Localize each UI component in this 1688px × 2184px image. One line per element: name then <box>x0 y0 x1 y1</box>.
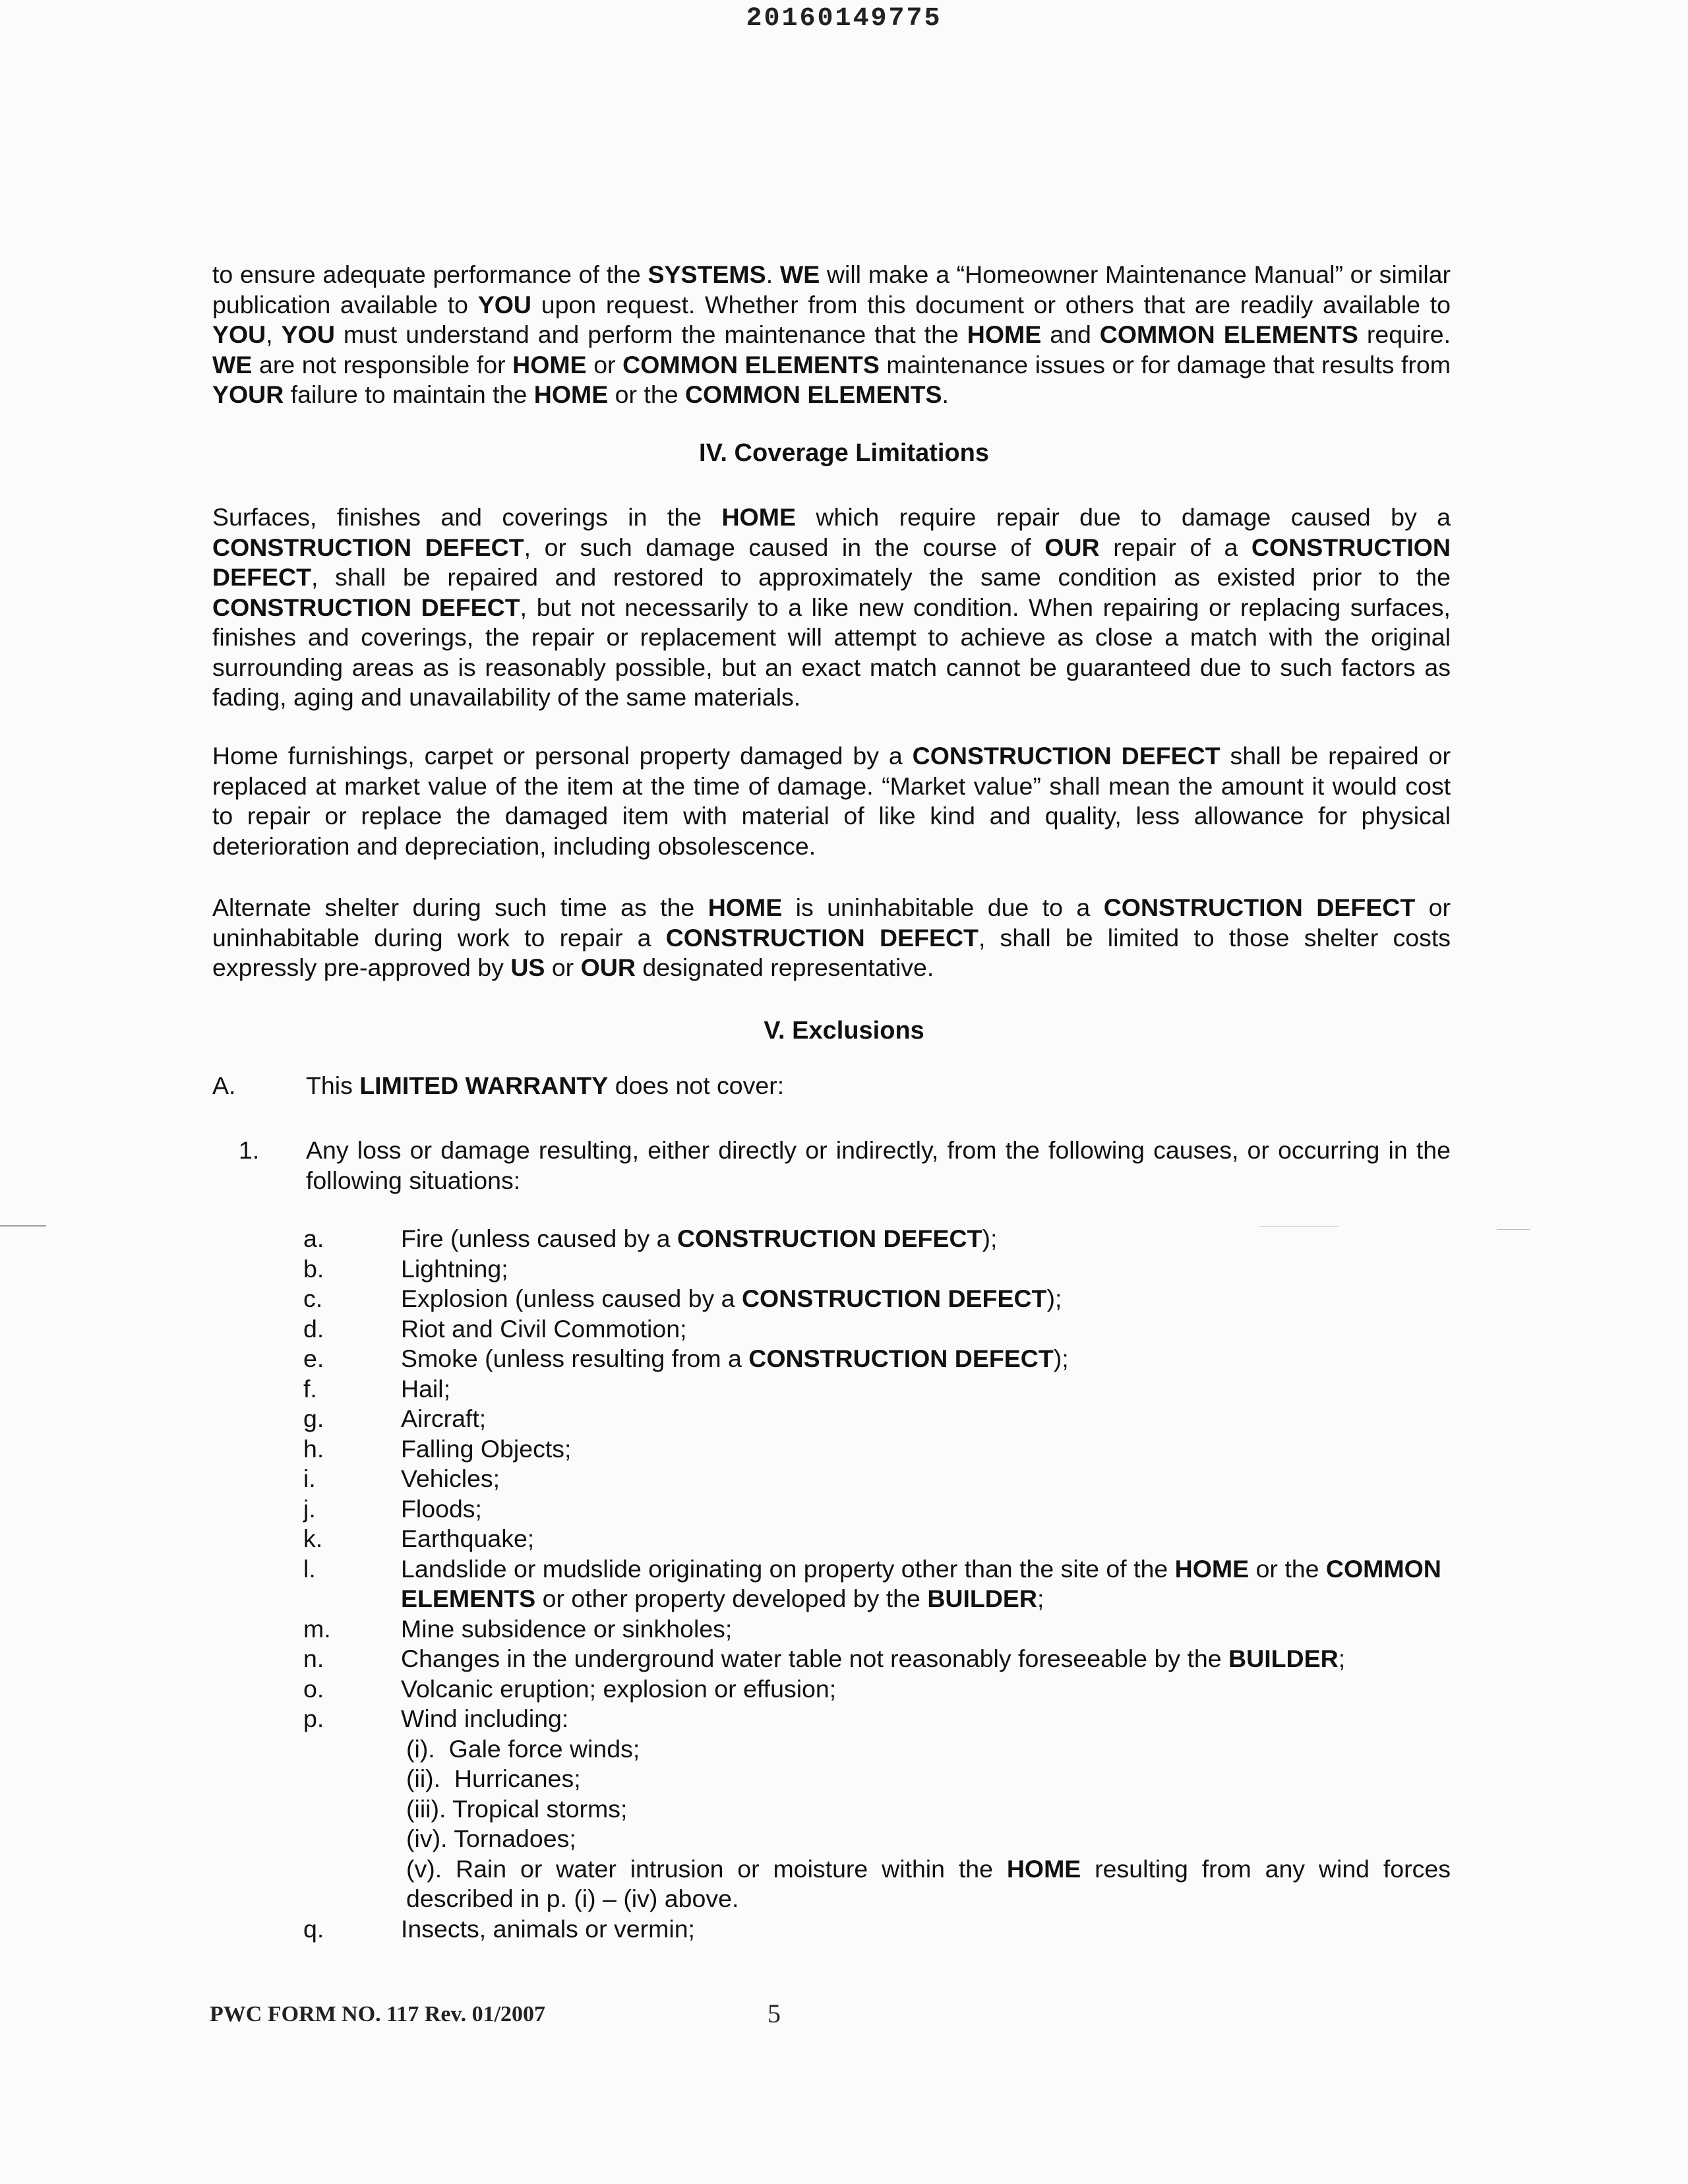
exclusion-list-label: f. <box>303 1374 317 1403</box>
bold-term: HOME <box>512 350 587 379</box>
section-iv-heading: IV. Coverage Limitations <box>699 439 989 467</box>
bold-term: COMMON ELEMENTS <box>684 380 942 408</box>
bold-term: YOUR <box>212 380 284 408</box>
bold-term: BUILDER <box>927 1585 1037 1612</box>
coverage-paragraph-2-text: Home furnishings, carpet or personal property damaged by a CONSTRUCTION DEFECT shall be repaired or replaced at market value of the item at the time of damage. “Market value” shall mean the amount it would cost to repair or replace the damaged item with material of like kind and quality, less allowance for physical deterioration and depreciation, including obsolescence. <box>212 742 1451 860</box>
exclusions-list <box>303 1224 1457 1944</box>
bold-term: COMMON ELEMENTS <box>1099 320 1358 348</box>
exclusion-list-item <box>303 1434 1457 1465</box>
exclusion-list-label: h. <box>303 1434 324 1463</box>
exclusion-list-text: Mine subsidence or sinkholes; <box>401 1614 733 1643</box>
exclusion-list-label: d. <box>303 1314 324 1343</box>
bold-term: YOU <box>477 290 531 318</box>
exclusion-list-label: o. <box>303 1674 324 1703</box>
bold-term: WE <box>779 260 820 288</box>
exclusion-list-text: Wind including: <box>401 1705 569 1732</box>
bold-term: COMMON ELEMENTS <box>622 350 880 379</box>
exclusion-list-item <box>303 1914 1457 1945</box>
exclusion-list-label: m. <box>303 1614 331 1643</box>
bold-term: HOME <box>708 894 783 921</box>
exclusion-list-item <box>303 1524 1457 1554</box>
exclusion-list-label: e. <box>303 1345 324 1372</box>
exclusion-list-text: Lightning; <box>401 1254 508 1283</box>
exclusion-list-label: l. <box>303 1554 316 1583</box>
coverage-paragraph-3 <box>212 893 1451 983</box>
item-a-label: A. <box>212 1072 236 1099</box>
exclusion-list-item <box>303 1494 1457 1525</box>
exclusion-sublist <box>406 1734 1457 1914</box>
exclusion-list-item <box>303 1614 1457 1645</box>
intro-paragraph-text: to ensure adequate performance of the SYSTEMS. WE will make a “Homeowner Maintenance Manual” or similar publication available to YOU upon request. Whether from this document or others that are readily available to YOU, YOU must understand and perform the maintenance that the HOME and COMMON ELEMENTS require. WE are not responsible for HOME or COMMON ELEMENTS maintenance issues or for damage that results from YOUR failure to maintain the HOME or the COMMON ELEMENTS. <box>212 260 1451 408</box>
exclusion-list-text: Hail; <box>401 1374 451 1403</box>
exclusion-subitem: (v). Rain or water intrusion or moisture within the HOME resulting from any wind forces described in p. (i) – (iv) above. <box>406 1854 1451 1912</box>
bold-term: HOME <box>721 503 796 531</box>
exclusion-list-item <box>303 1374 1457 1405</box>
bold-term: LIMITED WARRANTY <box>359 1072 609 1099</box>
exclusion-list-text: Changes in the underground water table not reasonably foreseeable by the BUILDER; <box>401 1645 1346 1672</box>
bold-term: HOME <box>533 380 609 408</box>
exclusion-list-text: Explosion (unless caused by a CONSTRUCTION DEFECT); <box>401 1285 1062 1312</box>
exclusion-list-text: Falling Objects; <box>401 1434 572 1463</box>
item-a-text: This LIMITED WARRANTY does not cover: <box>306 1072 785 1099</box>
bold-term: CONSTRUCTION DEFECT <box>212 593 520 621</box>
exclusion-list-text: Volcanic eruption; explosion or effusion; <box>401 1674 837 1703</box>
item-1-label: 1. <box>239 1136 260 1164</box>
item-1-text: Any loss or damage resulting, either directly or indirectly, from the following causes, or occurring in the following situations: <box>306 1136 1451 1194</box>
bold-term: BUILDER <box>1228 1645 1339 1672</box>
bold-term: SYSTEMS <box>648 260 766 288</box>
bold-term: CONSTRUCTION DEFECT <box>1103 894 1416 921</box>
exclusion-subitem: (ii). Hurricanes; <box>406 1765 581 1792</box>
exclusion-list-item <box>303 1674 1457 1705</box>
exclusion-list-label: p. <box>303 1705 324 1732</box>
exclusion-list-label: n. <box>303 1645 324 1672</box>
intro-paragraph <box>212 260 1451 410</box>
exclusion-list-label: j. <box>303 1494 316 1523</box>
exclusion-list-label: g. <box>303 1405 324 1432</box>
exclusion-list-item <box>303 1284 1457 1314</box>
bold-term: HOME <box>967 320 1042 348</box>
bold-term: YOU <box>281 320 335 348</box>
exclusion-subitem: (iii). Tropical storms; <box>406 1794 628 1823</box>
bold-term: HOME <box>1174 1554 1250 1583</box>
bold-term: OUR <box>1044 533 1100 561</box>
exclusion-list-text: Vehicles; <box>401 1465 500 1492</box>
exclusion-subitem: (iv). Tornadoes; <box>406 1825 576 1852</box>
coverage-paragraph-2 <box>212 741 1451 861</box>
page-number: 5 <box>768 1999 781 2028</box>
exclusion-list-item <box>303 1344 1457 1374</box>
exclusion-list-item <box>303 1314 1457 1345</box>
exclusion-list-label: i. <box>303 1465 316 1492</box>
bold-term: COMMON ELEMENTS <box>401 1554 1441 1612</box>
exclusion-list-text: Earthquake; <box>401 1525 535 1552</box>
exclusion-list-item <box>303 1404 1457 1434</box>
exclusion-list-item <box>303 1704 1457 1914</box>
exclusion-list-item <box>303 1224 1457 1254</box>
exclusion-list-item <box>303 1464 1457 1494</box>
exclusion-list-text: Floods; <box>401 1494 482 1523</box>
bold-term: CONSTRUCTION DEFECT <box>677 1225 982 1252</box>
section-v-heading: V. Exclusions <box>764 1017 924 1045</box>
footer-form-number: PWC FORM NO. 117 Rev. 01/2007 <box>210 2002 546 2026</box>
exclusion-list-label: k. <box>303 1525 323 1552</box>
coverage-paragraph-1-text: Surfaces, finishes and coverings in the HOME which require repair due to damage caused by a CONSTRUCTION DEFECT, or such damage caused in the course of OUR repair of a CONSTRUCTION DEFECT, shall be repaired and restored to approximately the same condition as existed prior to the CONSTRUCTION DEFECT, but not necessarily to a like new condition. When repairing or replacing surfaces, finishes and coverings, the repair or replacement will attempt to achieve as close a match with the original surrounding areas as is reasonably possible, but an exact match cannot be guaranteed due to such factors as fading, aging and unavailability of the same materials. <box>212 503 1451 711</box>
exclusion-list-label: a. <box>303 1225 324 1252</box>
bold-term: CONSTRUCTION DEFECT <box>212 533 524 561</box>
bold-term: YOU <box>212 320 266 348</box>
bold-term: CONSTRUCTION DEFECT <box>741 1285 1047 1312</box>
bold-term: CONSTRUCTION DEFECT <box>665 923 979 952</box>
exclusion-list-text: Aircraft; <box>401 1405 487 1432</box>
bold-term: CONSTRUCTION DEFECT <box>748 1345 1054 1372</box>
exclusion-list-item <box>303 1644 1457 1674</box>
bold-term: CONSTRUCTION DEFECT <box>212 533 1451 591</box>
bold-term: US <box>510 954 545 981</box>
exclusion-list-label: c. <box>303 1285 323 1312</box>
bold-term: HOME <box>1006 1854 1081 1883</box>
exclusion-subitem: (i). Gale force winds; <box>406 1734 640 1763</box>
exclusion-list-label: b. <box>303 1254 324 1283</box>
document-number: 20160149775 <box>746 4 942 34</box>
exclusion-list-text: Riot and Civil Commotion; <box>401 1314 687 1343</box>
exclusion-list-text: Insects, animals or vermin; <box>401 1914 695 1943</box>
coverage-paragraph-3-text: Alternate shelter during such time as the HOME is uninhabitable due to a CONSTRUCTION DEFECT or uninhabitable during work to repair a CONSTRUCTION DEFECT, shall be limited to those shelter costs expressly pre-approved by US or OUR designated representative. <box>212 894 1451 981</box>
exclusion-list-label: q. <box>303 1914 324 1943</box>
bold-term: WE <box>212 350 253 379</box>
exclusion-list-item <box>303 1554 1457 1614</box>
coverage-paragraph-1 <box>212 502 1451 713</box>
bold-term: CONSTRUCTION DEFECT <box>912 742 1221 770</box>
bold-term: OUR <box>580 954 636 981</box>
exclusion-list-item <box>303 1254 1457 1285</box>
exclusion-list-text: Fire (unless caused by a CONSTRUCTION DEFECT); <box>401 1225 998 1252</box>
exclusion-list-text: Smoke (unless resulting from a CONSTRUCTION DEFECT); <box>401 1345 1069 1372</box>
exclusion-list-text: Landslide or mudslide originating on property other than the site of the HOME or the COMMON ELEMENTS or other property developed by the BUILDER; <box>401 1554 1441 1612</box>
